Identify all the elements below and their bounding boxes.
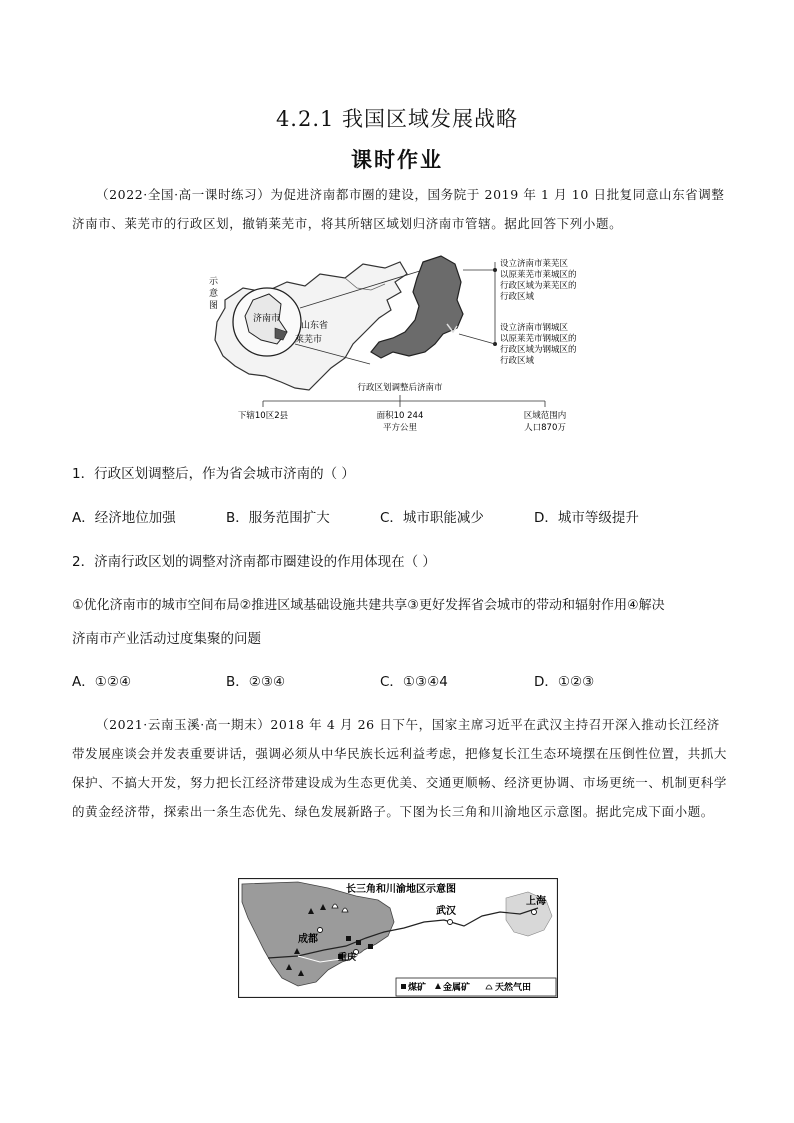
passage-2: （2021·云南玉溪·高一期末）2018 年 4 月 26 日下午，国家主席习近平在武汉主持召开深入推动长江经济带发展座谈会并发表重要讲话，强调必须从中华民族长远利益考虑，把修复长江生态环境摆在压倒性位置，共抓大保护、不搞大开发，努力把长江经济带建设成为生态更优美、交通更顺畅、经济更协调、市场更统一、机制更科学的黄金经济带，探索出一条生态优先、绿色发展新路子。下图为长三角和川渝地区示意图。据此完成下面小题。 bbox=[72, 717, 728, 819]
note-top-1: 设立济南市莱芜区 bbox=[500, 259, 569, 269]
question-2-statements-line1: ①优化济南市的城市空间布局②推进区域基础设施共建共享③更好发挥省会城市的带动和辐射作用④解决 bbox=[72, 598, 665, 613]
note-bottom-4: 行政区域 bbox=[500, 356, 535, 366]
city-wuhan: 武汉 bbox=[436, 906, 456, 917]
coal-icon bbox=[401, 984, 406, 989]
city-shanghai: 上海 bbox=[526, 896, 546, 907]
legend-gas: 天然气田 bbox=[495, 983, 532, 993]
label-jinan: 济南市 bbox=[253, 314, 281, 324]
q2-option-d[interactable]: D．①②③ bbox=[534, 674, 595, 690]
q1-option-b[interactable]: B．服务范围扩大 bbox=[226, 510, 330, 526]
map2-title: 长三角和川渝地区示意图 bbox=[346, 884, 456, 895]
tree-col3-line1: 区域范围内 bbox=[523, 411, 567, 421]
yangtze-map-figure bbox=[238, 878, 558, 998]
legend-char-1: 示 bbox=[209, 277, 219, 287]
tree-col2-line1: 面积10 244 bbox=[376, 411, 424, 421]
label-shandong: 山东省 bbox=[301, 321, 329, 331]
note-top-3: 行政区域为莱芜区的 bbox=[500, 281, 577, 291]
label-laiwu: 莱芜市 bbox=[295, 335, 323, 345]
tree-col3-line2: 人口870万 bbox=[524, 423, 566, 433]
tree-header: 行政区划调整后济南市 bbox=[357, 383, 443, 393]
jinan-map-figure bbox=[195, 248, 605, 438]
tree-col2-line2: 平方公里 bbox=[382, 423, 418, 433]
note-bottom-2: 以原莱芜市钢城区的 bbox=[500, 334, 577, 344]
question-1-stem: 1．行政区划调整后，作为省会城市济南的（ ） bbox=[72, 466, 355, 482]
q1-option-c[interactable]: C．城市职能减少 bbox=[380, 510, 484, 526]
q2-option-c[interactable]: C．①③④4 bbox=[380, 674, 448, 690]
q2-option-a[interactable]: A．①②④ bbox=[72, 674, 132, 690]
note-top-2: 以原莱芜市莱城区的 bbox=[500, 270, 577, 280]
document-subtitle: 课时作业 bbox=[351, 147, 443, 172]
legend-metal: 金属矿 bbox=[443, 983, 471, 993]
note-bottom-3: 行政区域为钢城区的 bbox=[500, 345, 577, 355]
tree-col1: 下辖10区2县 bbox=[237, 411, 289, 421]
q2-option-b[interactable]: B．②③④ bbox=[226, 674, 286, 690]
q1-option-a[interactable]: A．经济地位加强 bbox=[72, 510, 176, 526]
legend-coal: 煤矿 bbox=[408, 983, 427, 993]
question-2-stem: 2．济南行政区划的调整对济南都市圈建设的作用体现在（ ） bbox=[72, 554, 436, 570]
legend-char-2: 意 bbox=[209, 289, 219, 299]
question-2-statements-line2: 济南市产业活动过度集聚的问题 bbox=[72, 631, 261, 647]
note-bottom-1: 设立济南市钢城区 bbox=[500, 323, 569, 333]
city-chongqing: 重庆 bbox=[338, 953, 357, 963]
city-chengdu: 成都 bbox=[298, 934, 318, 945]
document-title: 4.2.1 我国区域发展战略 bbox=[275, 107, 519, 131]
legend-char-3: 图 bbox=[209, 301, 219, 311]
note-top-4: 行政区域 bbox=[500, 292, 535, 302]
q1-option-d[interactable]: D．城市等级提升 bbox=[534, 510, 639, 526]
passage-1: （2022·全国·高一课时练习）为促进济南都市圈的建设，国务院于 2019 年 1 月 10 日批复同意山东省调整济南市、莱芜市的行政区划，撤销莱芜市，将其所辖区域划归济南市管辖。据此回答下列小题。 bbox=[72, 187, 725, 231]
